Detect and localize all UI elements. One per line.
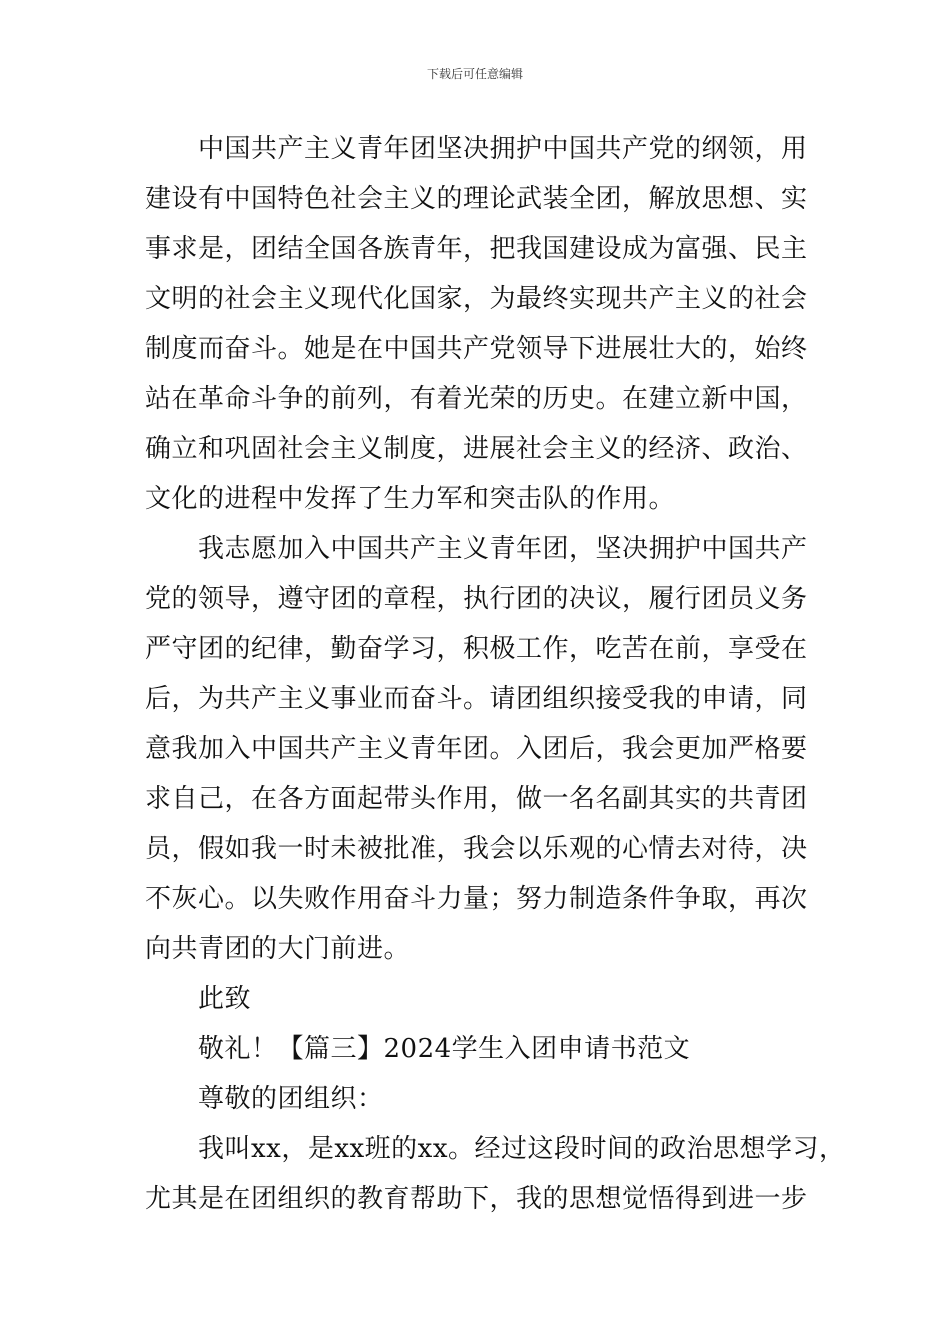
paragraph-2-line-6: 求自己，在各方面起带头作用，做一名名副其实的共青团 <box>145 784 808 814</box>
paragraph-1-line-6: 站在革命斗争的前列，有着光荣的历史。在建立新中国， <box>145 384 808 414</box>
paragraph-1-line-8: 文化的进程中发挥了生力军和突击队的作用。 <box>145 484 676 514</box>
paragraph-2-line-2: 党的领导，遵守团的章程，执行团的决议，履行团员义务 <box>145 584 808 614</box>
document-body <box>145 124 846 1224</box>
closing-and-section-title: 敬礼！【篇三】2024学生入团申请书范文 <box>198 1034 691 1064</box>
paragraph-2-line-1: 我志愿加入中国共产主义青年团，坚决拥护中国共产 <box>198 534 808 564</box>
header-note: 下载后可任意编辑 <box>426 67 523 81</box>
paragraph-1-line-1: 中国共产主义青年团坚决拥护中国共产党的纲领，用 <box>198 134 808 164</box>
paragraph-2-line-9: 向共青团的大门前进。 <box>145 934 411 964</box>
paragraph-1-line-3: 事求是，团结全国各族青年，把我国建设成为富强、民主 <box>145 234 808 264</box>
paragraph-2-line-3: 严守团的纪律，勤奋学习，积极工作，吃苦在前，享受在 <box>145 634 808 664</box>
paragraph-2-line-4: 后，为共产主义事业而奋斗。请团组织接受我的申请，同 <box>145 684 808 714</box>
paragraph-2-line-8: 不灰心。以失败作用奋斗力量；努力制造条件争取，再次 <box>145 884 808 914</box>
paragraph-2-line-7: 员，假如我一时未被批准，我会以乐观的心情去对待，决 <box>145 834 808 864</box>
paragraph-3-line-1: 我叫xx，是xx班的xx。经过这段时间的政治思想学习， <box>198 1134 846 1164</box>
letter-greeting: 尊敬的团组织： <box>198 1084 384 1114</box>
paragraph-3-line-2: 尤其是在团组织的教育帮助下，我的思想觉悟得到进一步 <box>145 1184 808 1214</box>
paragraph-1-line-4: 文明的社会主义现代化国家，为最终实现共产主义的社会 <box>145 284 808 314</box>
paragraph-1-line-7: 确立和巩固社会主义制度，进展社会主义的经济、政治、 <box>145 434 808 464</box>
paragraph-2-line-5: 意我加入中国共产主义青年团。入团后，我会更加严格要 <box>145 734 808 764</box>
paragraph-1-line-2: 建设有中国特色社会主义的理论武装全团，解放思想、实 <box>145 184 808 214</box>
paragraph-1-line-5: 制度而奋斗。她是在中国共产党领导下进展壮大的，始终 <box>145 334 808 364</box>
closing-salutation: 此致 <box>198 984 252 1014</box>
